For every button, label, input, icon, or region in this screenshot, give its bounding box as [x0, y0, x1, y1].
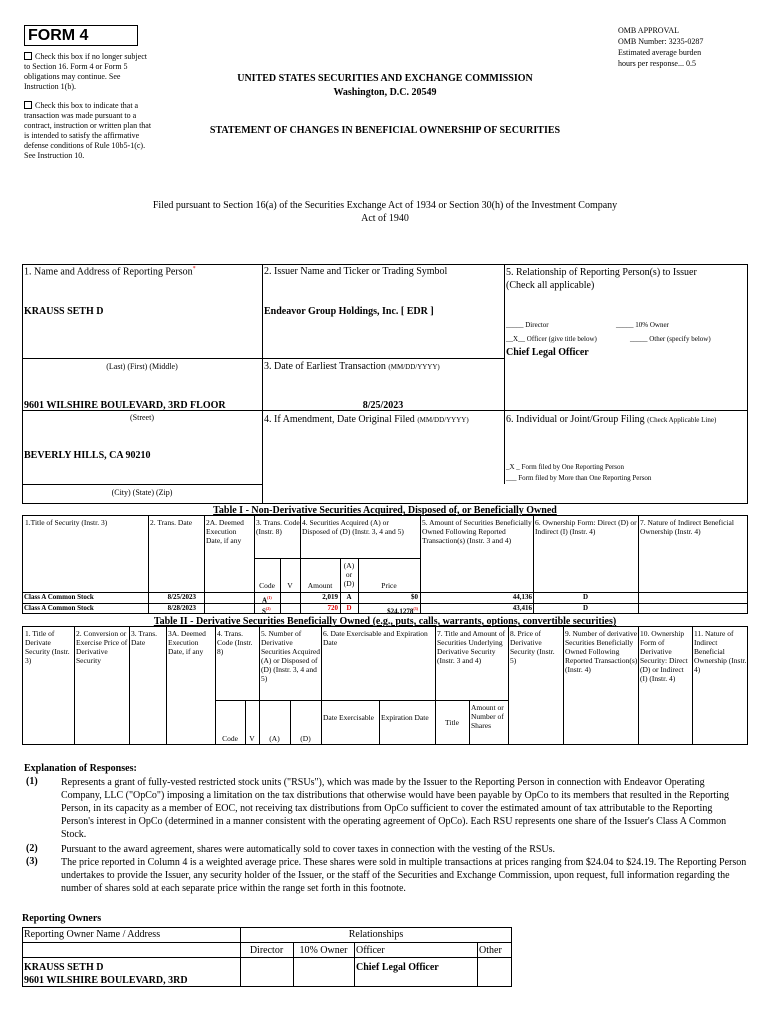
fn-num: (3) [26, 856, 38, 867]
t1-row-price [358, 604, 418, 616]
owners-col-ten: 10% Owner [299, 945, 348, 956]
date-format: (MM/DD/YYYY) [388, 363, 440, 371]
t1-row-form: D [582, 604, 589, 612]
t1-header-deemed: 2A. Deemed Execution Date, if any [206, 518, 244, 545]
table1-title: Table I - Non-Derivative Securities Acquired, Disposed of, or Beneficially Owned [213, 505, 557, 516]
fn-num: (2) [26, 843, 38, 854]
owners-col-name: Reporting Owner Name / Address [24, 929, 161, 940]
t2-header-owned: 9. Number of derivative Securities Beneficially Owned Following Reported Transaction(s) (Instr. 4) [565, 629, 638, 674]
one-person-option[interactable]: _X _ Form filed by One Reporting Person [506, 463, 625, 471]
code-text: A [262, 596, 268, 605]
t1-header-nature: 7. Nature of Indirect Beneficial Ownership (Instr. 4) [640, 518, 734, 536]
t2-header-code: 4. Trans. Code (Instr. 8) [217, 629, 253, 656]
label-text: 4. If Amendment, Date Original Filed [264, 414, 415, 425]
t1-row-code [262, 604, 271, 616]
omb-line: Estimated average burden [618, 48, 702, 57]
label-issuer: 2. Issuer Name and Ticker or Trading Symbol [264, 266, 448, 277]
t1-sub-amount: Amount [307, 581, 333, 590]
owners-heading: Reporting Owners [22, 913, 102, 924]
t2-header-exercisable: 6. Date Exercisable and Expiration Date [323, 629, 428, 647]
t2-sub-a: (A) [269, 734, 280, 743]
reporting-name: KRAUSS SETH D [24, 306, 104, 317]
checkbox1-label: Check this box if no longer subject to Section 16. Form 4 or Form 5 obligations may continue. See Instruction 1(b). [24, 52, 147, 91]
label-text: 1. Name and Address of Reporting Person [24, 266, 193, 278]
officer-option[interactable]: __X__ Officer (give title below) [506, 335, 597, 343]
fn-text: Pursuant to the award agreement, shares were automatically sold to cover taxes in connection with the vesting of the RSUs. [61, 844, 556, 855]
other-option[interactable]: _____ Other (specify below) [630, 335, 711, 343]
reporting-city: BEVERLY HILLS, CA 90210 [24, 450, 151, 461]
footnote-ref[interactable]: (2) [265, 606, 271, 611]
t2-sub-d: (D) [300, 734, 311, 743]
owner-name: KRAUSS SETH D [24, 962, 104, 973]
reporting-street: 9601 WILSHIRE BOULEVARD, 3RD FLOOR [24, 400, 226, 411]
t1-row-owned: 43,416 [512, 604, 532, 612]
t1-header-code: 3. Trans. Code (Instr. 8) [256, 518, 300, 536]
fn-text: Represents a grant of fully-vested restricted stock units ("RSUs"), which was made by the Issuer to the Reporting Person in connection with Endeavor Operating Company, LLC ("OpCo") imposing a limitation on the tax distributions that otherwise would have been payable by OpCo to its members that resulted in the Reporting Person, in its capacity as a member of EOC, not receiving tax distributions from OpCo sufficient to cover the estimated amount of tax attributable to the Reporting Person's interest in OpCo (determined in a manner consistent with the operating agreement of OpCo). Each RSU represents one share of the Issuer's Class A Common Stock. [61, 777, 729, 840]
checkbox2-label: Check this box to indicate that a transaction was made pursuant to a contract, instruction or written plan that is intended to satisfy the affirmative defense conditions of Rule 10b5-1(c). See Instruction 10. [24, 101, 152, 160]
t1-header-date: 2. Trans. Date [150, 518, 193, 527]
label-amendment [264, 414, 469, 425]
more-person-option[interactable]: ___ Form filed by More than One Reporting Person [506, 474, 652, 482]
code-text: S [262, 607, 266, 616]
checkbox-10b5-1[interactable] [24, 101, 152, 161]
reporting-section [22, 264, 748, 504]
director-option[interactable]: _____ Director [506, 321, 549, 329]
footnote-ref[interactable]: (3) [413, 606, 418, 611]
t1-row-amount: 720 [327, 604, 338, 612]
table2-title: Table II - Derivative Securities Beneficially Owned (e.g., puts, calls, warrants, options, convertible securities) [153, 616, 617, 627]
owners-col-other: Other [479, 945, 502, 956]
street-label: (Street) [130, 413, 154, 422]
label-text: 6. Individual or Joint/Group Filing [506, 414, 645, 425]
agency-name: UNITED STATES SECURITIES AND EXCHANGE COMMISSION [237, 73, 533, 84]
label-filing [506, 414, 746, 426]
checkbox-icon[interactable] [24, 101, 32, 109]
t2-header-date: 3. Trans. Date [131, 629, 158, 647]
t1-sub-aord: (A) or (D) [343, 561, 355, 588]
agency-location: Washington, D.C. 20549 [333, 87, 437, 98]
t2-sub-date-ex: Date Exercisable [323, 713, 375, 722]
t1-sub-code: Code [259, 581, 275, 590]
t2-header-deemed: 3A. Deemed Execution Date, if any [168, 629, 206, 656]
label-relationship [506, 266, 746, 292]
t1-row-title: Class A Common Stock [24, 604, 94, 612]
label-text: 3. Date of Earliest Transaction [264, 361, 386, 372]
t1-row-form: D [582, 593, 589, 601]
owner-officer: Chief Legal Officer [356, 962, 439, 973]
issuer-name: Endeavor Group Holdings, Inc. [ EDR ] [264, 306, 434, 317]
t1-sub-v: V [287, 581, 293, 590]
t2-header-ownership: 10. Ownership Form of Derivative Security: Direct (D) or Indirect (I) (Instr. 4) [640, 629, 688, 683]
t2-header-conversion: 2. Conversion or Exercise Price of Derivative Security [76, 629, 128, 665]
officer-title: Chief Legal Officer [506, 347, 589, 358]
checkbox-icon[interactable] [24, 52, 32, 60]
ten-percent-option[interactable]: _____ 10% Owner [616, 321, 669, 329]
date-format: (MM/DD/YYYY) [417, 416, 469, 424]
omb-line: OMB APPROVAL [618, 26, 679, 35]
t1-row-date: 8/28/2023 [167, 604, 196, 612]
fn-num: (1) [26, 776, 38, 787]
label-reporting-person [24, 266, 196, 277]
owner-address: 9601 WILSHIRE BOULEVARD, 3RD [24, 975, 188, 986]
omb-line: hours per response... 0.5 [618, 59, 696, 68]
t2-header-nature: 11. Nature of Indirect Beneficial Ownership (Instr. 4) [694, 629, 747, 674]
omb-line: OMB Number: 3235-0287 [618, 37, 704, 46]
statement-title: STATEMENT OF CHANGES IN BENEFICIAL OWNERSHIP OF SECURITIES [209, 125, 561, 136]
t1-header-amount-owned: 5. Amount of Securities Beneficially Owned Following Reported Transaction(s) (Instr. 3 and 4) [422, 518, 532, 545]
owners-col-director: Director [249, 945, 284, 956]
owners-col-relationships: Relationships [348, 929, 404, 940]
checkbox-no-longer-subject[interactable] [24, 52, 152, 92]
t1-row-title: Class A Common Stock [24, 593, 94, 601]
t2-sub-amount-shares: Amount or Number of Shares [471, 703, 504, 730]
label-text: 5. Relationship of Reporting Person(s) to Issuer [506, 267, 697, 278]
price-text: $24.1278 [387, 607, 414, 616]
t1-row-price: $0 [411, 593, 418, 601]
owners-col-officer: Officer [356, 945, 385, 956]
t2-sub-v: V [249, 734, 255, 743]
label-earliest-date [264, 361, 440, 372]
filed-pursuant: Filed pursuant to Section 16(a) of the Securities Exchange Act of 1934 or Section 30(h) of the Investment Company Act of 1940 [152, 200, 618, 224]
t2-header-price: 8. Price of Derivative Security (Instr. 5) [510, 629, 555, 665]
t2-header-number: 5. Number of Derivative Securities Acquired (A) or Disposed of (D) (Instr. 3, 4 and 5) [261, 629, 320, 683]
t1-header-title: 1.Title of Security (Instr. 3) [25, 518, 108, 527]
form-title: FORM 4 [24, 25, 138, 46]
label-text: (Check Applicable Line) [647, 416, 717, 424]
explanation-heading: Explanation of Responses: [24, 763, 137, 774]
t1-sub-price: Price [381, 581, 397, 590]
earliest-date: 8/25/2023 [362, 400, 404, 411]
t2-header-underlying: 7. Title and Amount of Securities Underlying Derivative Security (Instr. 3 and 4) [437, 629, 506, 665]
t1-row-amount: 2,019 [322, 593, 338, 601]
t1-header-acquired: 4. Securities Acquired (A) or Disposed of (D) (Instr. 3, 4 and 5) [302, 518, 404, 536]
t2-header-title: 1. Title of Derivate Security (Instr. 3) [25, 629, 70, 665]
t2-sub-code: Code [222, 734, 238, 743]
city-label: (City) (State) (Zip) [111, 488, 173, 497]
t1-row-owned: 44,136 [512, 593, 532, 601]
t1-row-date: 8/25/2023 [167, 593, 196, 601]
name-parts-label: (Last) (First) (Middle) [106, 362, 178, 371]
label-text: (Check all applicable) [506, 280, 595, 291]
t2-sub-title: Title [445, 718, 459, 727]
t1-row-ad: A [346, 593, 352, 601]
omb-approval [618, 25, 758, 69]
fn-text: The price reported in Column 4 is a weighted average price. These shares were sold in multiple transactions at prices ranging from $24.04 to $24.19. The Reporting Person undertakes to provide the Issuer, any security holder of the Issuer, or the staff of the Securities and Exchange Commission, upon request, full information regarding the number of shares sold at each separate price within the range set forth in this footnote. [61, 857, 747, 894]
t1-row-ad: D [346, 604, 352, 612]
t1-header-ownership: 6. Ownership Form: Direct (D) or Indirect (I) (Instr. 4) [535, 518, 637, 536]
footnote-ref[interactable]: (1) [267, 595, 272, 600]
t2-sub-expiration: Expiration Date [381, 713, 429, 722]
footnote-star: * [192, 266, 196, 272]
